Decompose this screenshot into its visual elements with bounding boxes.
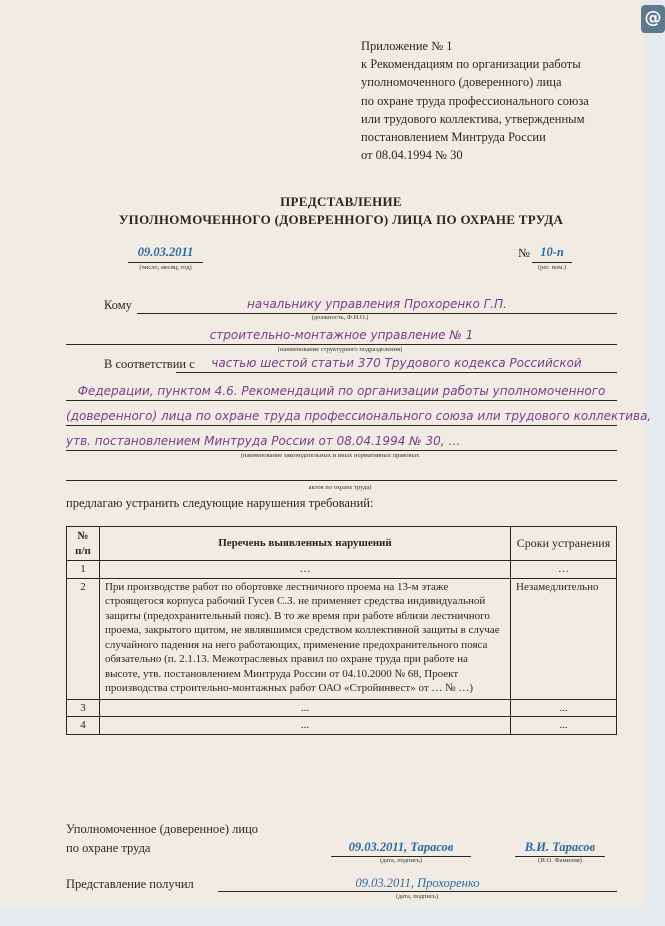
row-number: 4 xyxy=(67,717,100,735)
basis-label: В соответствии с xyxy=(104,357,195,371)
appendix-line: к Рекомендациям по организации работы xyxy=(361,57,581,72)
propose-text: предлагаю устранить следующие нарушения требований: xyxy=(66,496,374,510)
basis-caption-2: актов по охране труда) xyxy=(308,484,372,491)
sign-name-value: В.И. Тарасов xyxy=(524,840,596,854)
at-sign-logo-icon[interactable]: @ xyxy=(641,5,665,33)
sign-label-1: Уполномоченное (доверенное) лицо xyxy=(66,822,259,836)
table-row xyxy=(67,561,617,579)
underline xyxy=(66,400,617,401)
received-value: 09.03.2011, Прохоренко xyxy=(355,876,480,890)
row-number: 1 xyxy=(67,561,100,579)
basis-line-2: Федерации, пунктом 4.6. Рекомендаций по организации работы уполномоченного xyxy=(77,384,606,398)
unit-line xyxy=(66,344,617,345)
to-value: начальнику управления Прохоренко Г.П. xyxy=(247,297,507,311)
title-line-2: УПОЛНОМОЧЕННОГО (ДОВЕРЕННОГО) ЛИЦА ПО ОХРАНЕ ТРУДА xyxy=(118,212,564,227)
underline xyxy=(66,450,617,451)
date-caption: (число, месяц, год) xyxy=(139,264,192,271)
basis-line-1: частью шестой статьи 370 Трудового кодекса Российской xyxy=(211,356,582,370)
row-number: 2 xyxy=(67,578,100,699)
date-line xyxy=(128,262,203,263)
table-header xyxy=(67,527,617,561)
table-row xyxy=(67,578,617,699)
received-caption: (дата, подпись) xyxy=(395,893,439,900)
header-violations: Перечень выявленных нарушений xyxy=(99,527,510,561)
appendix-line: по охране труда профессионального союза xyxy=(361,93,589,108)
sign-label-2: по охране труда xyxy=(66,841,151,855)
reg-caption: (рег. ном.) xyxy=(538,264,566,271)
row-text: ... xyxy=(99,717,510,735)
sign-date-value: 09.03.2011, Тарасов xyxy=(348,840,454,854)
row-text: При производстве работ по обортовке лестничного проема на 13-м этаже строящегося корпуса рабочий Гусев С.З. не применяет средства индивидуальной защиты (предохранительный пояс). В то же время при работе вблизи лестничного проема, закрытого щитом, не являвшимся средством коллективной защиты в случае случайного падения на него работающих, применение предохранительного пояса обязательно (п. 2.1.13. Межотраслевых правил по охране труда при работе на высоте, утв. постановлением Минтруда России от 04.10.2000 № 68, Проект производства строительно-монтажных работ ОАО «Стройинвест» от … № …) xyxy=(99,578,510,699)
basis-line-3: (доверенного) лица по охране труда профессионального союза или трудового коллектива, xyxy=(66,409,652,423)
table-row xyxy=(67,717,617,735)
unit-caption: (наименование структурного подразделения) xyxy=(277,346,403,353)
row-term: Незамедлительно xyxy=(511,578,617,699)
reg-value: 10-п xyxy=(540,245,564,259)
row-term: … xyxy=(511,561,617,579)
reg-line xyxy=(532,262,572,263)
unit-value: строительно-монтажное управление № 1 xyxy=(209,328,474,342)
header-number: № п/п xyxy=(67,527,100,561)
underline xyxy=(66,480,617,481)
received-label: Представление получил xyxy=(66,877,194,891)
sign-name-caption: (И.О. Фамилия) xyxy=(538,857,582,864)
underline xyxy=(66,425,617,426)
basis-line-4: утв. постановлением Минтруда России от 08.04.1994 № 30, … xyxy=(66,434,461,448)
to-label: Кому xyxy=(104,298,132,312)
appendix-line: или трудового коллектива, утвержденным xyxy=(361,111,585,126)
row-term: ... xyxy=(511,717,617,735)
appendix-line: от 08.04.1994 № 30 xyxy=(361,148,463,163)
underline xyxy=(176,372,617,373)
to-caption: (должность, Ф.И.О.) xyxy=(311,314,369,321)
date-value: 09.03.2011 xyxy=(137,245,194,259)
basis-caption-1: (наименование законодательных и иных нормативных правовых xyxy=(240,452,420,459)
row-term: ... xyxy=(511,699,617,717)
row-number: 3 xyxy=(67,699,100,717)
reg-label: № xyxy=(518,246,530,260)
header-terms: Сроки устранения xyxy=(511,527,617,561)
appendix-block xyxy=(361,37,589,164)
table-row xyxy=(67,699,617,717)
title-line-1: ПРЕДСТАВЛЕНИЕ xyxy=(280,194,402,209)
row-text: ... xyxy=(99,699,510,717)
appendix-line: уполномоченного (доверенного) лица xyxy=(361,75,562,90)
row-text: … xyxy=(99,561,510,579)
appendix-line: Приложение № 1 xyxy=(361,39,453,53)
violations-table xyxy=(66,526,617,735)
sign-date-caption: (дата, подпись) xyxy=(379,857,423,864)
appendix-line: постановлением Минтруда России xyxy=(361,130,546,145)
underline xyxy=(218,891,617,892)
